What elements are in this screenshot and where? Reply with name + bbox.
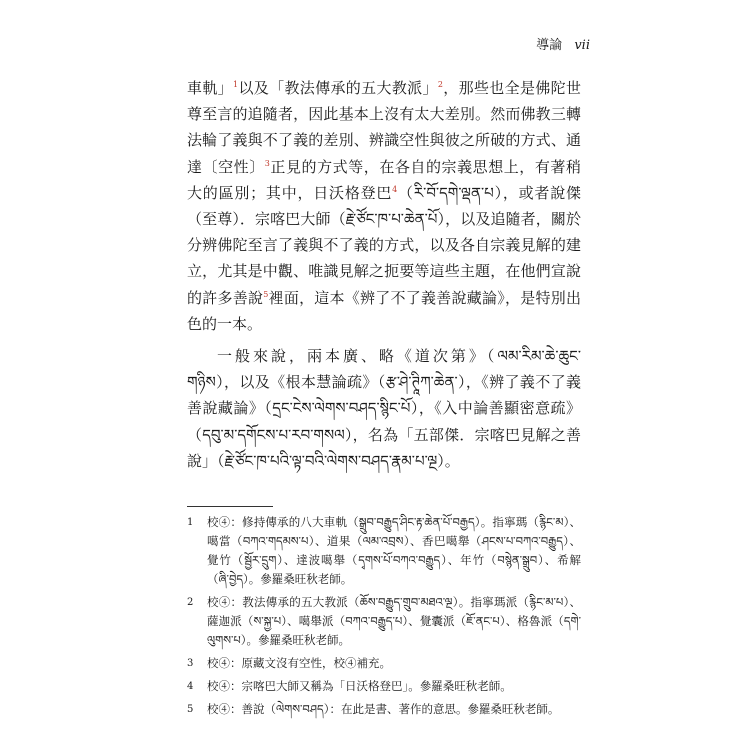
footnote-number: 1: [187, 517, 194, 528]
footnote-number: 5: [187, 704, 194, 715]
footnote-3: [187, 654, 581, 673]
footnote-number: 3: [187, 658, 194, 669]
paragraph-text: ，那些也全是佛陀世尊至言的追隨者，因此基本上沒有太大差別。然而佛教三轉法輪了義與不了義的差別、辨識空性與彼之所破的方式、通達〔空性〕: [187, 79, 581, 176]
footnote-ref-3[interactable]: 3: [264, 158, 270, 168]
paragraph-2: [187, 343, 581, 474]
footnote-2: [187, 593, 581, 650]
paragraph-text: （རི་བོ་དགེ་ལྡན་པ），或者說傑（至尊）．宗喀巴大師（རྗེ་ཙོང་ཁ་པ་ཆེན་པོ），以及追隨者，關於分辨佛陀至言了義與不了義的方式，以及各自宗義見解的建立，尤其是中觀、唯識見解之扼要等這些主題，在他們宣說的許多善說: [187, 183, 581, 307]
footnote-5: [187, 700, 581, 719]
footnote-number: 2: [187, 597, 194, 608]
footnote-number: 4: [187, 681, 194, 692]
footnote-text: 校④：修持傳承的八大車軌（སྒྲུབ་བརྒྱུད་ཤིང་རྟ་ཆེན་པོ་བརྒྱད）。指寧瑪（རྙིང་མ）、噶當（བཀའ་གདམས་པ）、道果（ལམ་འབྲས）、香巴噶舉（ཤངས་པ་བཀའ་བརྒྱུད）、覺竹（སྦྱོར་དྲུག）、達波噶舉（དྭགས་པོ་བཀའ་བརྒྱུད）、年竹（བསྙེན་སྒྲུབ）、希解（ཞི་བྱེད）。參羅桑旺秋老師。: [207, 515, 581, 586]
paragraph-text: 以及「教法傳承的五大教派」: [238, 79, 438, 97]
page-number: vii: [574, 38, 590, 53]
footnote-divider: [187, 506, 273, 507]
header-title: 導論: [536, 38, 563, 53]
footnote-text: 校④：原藏文沒有空性，校④補充。: [207, 656, 391, 670]
footnote-text: 校④：教法傳承的五大教派（ཆོས་བརྒྱུད་གྲུབ་མཐའ་ལྔ）。指寧瑪派（རྙིང་མ་པ）、薩迦派（ས་སྐྱ་པ）、噶舉派（བཀའ་བརྒྱུད་པ）、覺囊派（ཇོ་ནང་པ）、格魯派（དགེ་ལུགས་པ）。參羅桑旺秋老師。: [207, 595, 581, 647]
footnote-text: 校④：善說（ལེགས་བཤད）：在此是書、著作的意思。參羅桑旺秋老師。: [207, 702, 560, 716]
footnote-1: [187, 513, 581, 589]
paragraph-text: 裡面，這本《辨了不了義善說藏論》，是特別出色的一本。: [187, 288, 581, 333]
running-header: [536, 34, 590, 53]
footnote-text: 校④：宗喀巴大師又稱為「日沃格登巴」。參羅桑旺秋老師。: [207, 679, 512, 693]
footnote-ref-5[interactable]: 5: [263, 289, 269, 299]
paragraph-text: 正見的方式等，在各自的宗義思想上，有著稍大的區別；其中，日沃格登巴: [187, 157, 581, 202]
paragraph-text: 一般來說，兩本廣、略《道次第》（ལམ་རིམ་ཆེ་ཆུང་གཉིས），以及《根本慧論疏》（རྩ་ཤེ་ཊཱིཀ་ཆེན་），《辨了義不了義善說藏論》（དྲང་ངེས་ལེགས་བཤད་སྙིང་པོ），《入中論善顯密意疏》（དབུ་མ་དགོངས་པ་རབ་གསལ），名為「五部傑．宗喀巴見解之善說」（རྗེ་ཙོང་ཁ་པའི་ལྟ་བའི་ལེགས་བཤད་རྣམ་པ་ལྔ）。: [187, 347, 581, 470]
footnote-ref-1[interactable]: 1: [233, 80, 239, 89]
footnote-ref-2[interactable]: 2: [437, 80, 443, 89]
footnotes: [187, 513, 581, 723]
footnote-ref-4[interactable]: 4: [392, 184, 398, 194]
paragraph-text: 車軌」: [187, 79, 234, 97]
paragraph-1: [187, 75, 581, 337]
footnote-4: [187, 677, 581, 696]
